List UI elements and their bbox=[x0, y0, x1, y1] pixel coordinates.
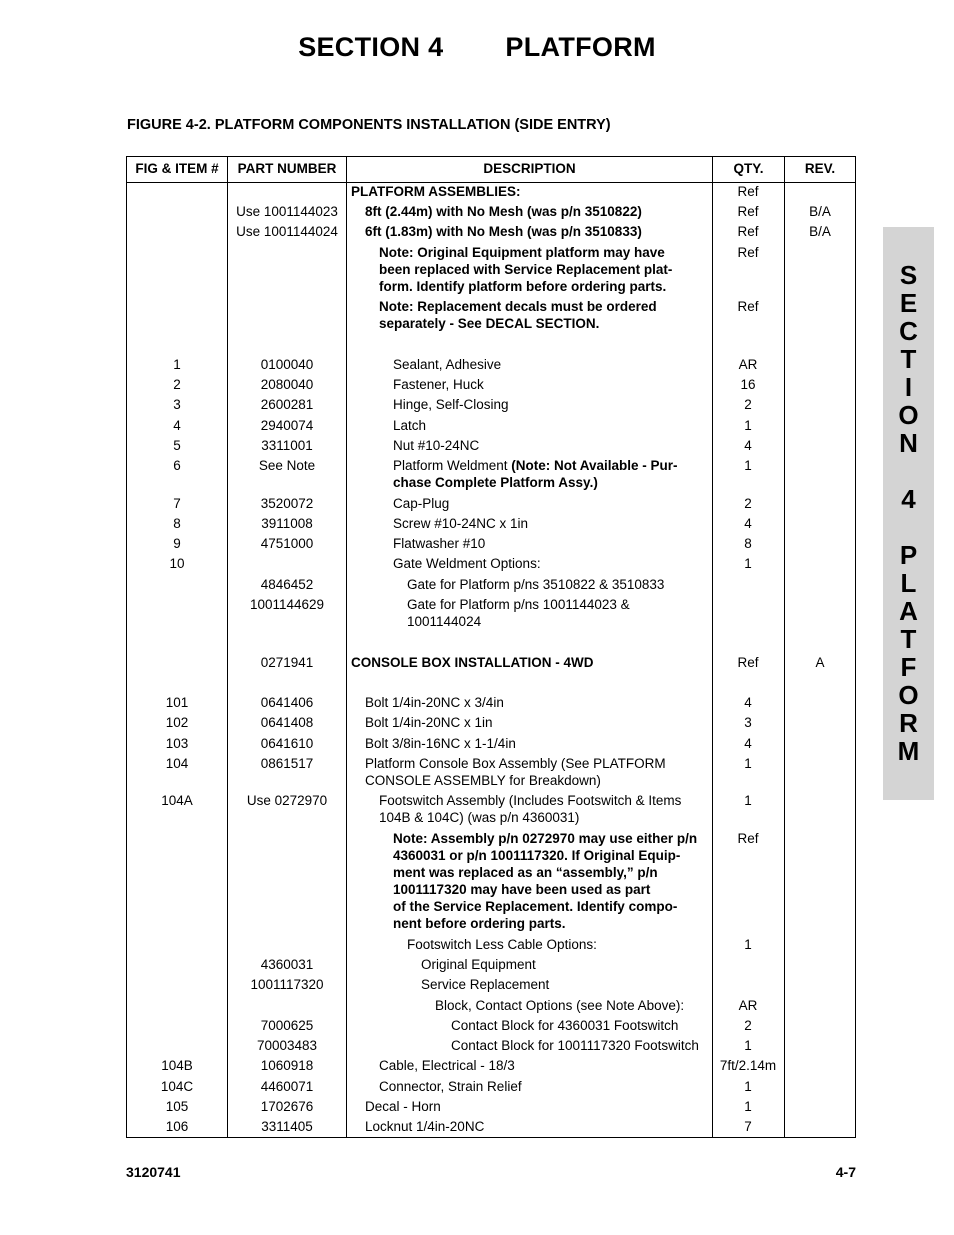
section-tab-letter: I bbox=[904, 372, 913, 402]
part-number-cell: Use 1001144023 bbox=[236, 204, 338, 219]
qty-cell: 1 bbox=[744, 937, 752, 952]
section-tab-label bbox=[883, 261, 934, 765]
qty-cell: 1 bbox=[744, 793, 752, 808]
rev-cell: B/A bbox=[809, 224, 831, 239]
description-cell: Platform Console Box Assembly (See PLATFORM CONSOLE ASSEMBLY for Breakdown) bbox=[365, 756, 666, 788]
description-cell: Note: Replacement decals must be ordered separately - See DECAL SECTION. bbox=[379, 299, 657, 331]
description-cell: Hinge, Self-Closing bbox=[393, 397, 509, 412]
description-cell: Nut #10-24NC bbox=[393, 438, 480, 453]
fig-item-cell: 1 bbox=[173, 357, 181, 372]
qty-cell: 16 bbox=[740, 377, 756, 392]
qty-cell: 7 bbox=[744, 1119, 752, 1134]
part-number-cell: 3520072 bbox=[260, 496, 314, 511]
part-number-cell: 0641408 bbox=[260, 715, 314, 730]
fig-item-cell: 10 bbox=[169, 556, 185, 571]
description-cell: 6ft (1.83m) with No Mesh (was p/n 3510833) bbox=[365, 224, 642, 239]
description-cell: Locknut 1/4in-20NC bbox=[365, 1119, 485, 1134]
description-cell: Footswitch Assembly (Includes Footswitch & Items 104B & 104C) (was p/n 4360031) bbox=[379, 793, 682, 825]
part-number-cell: Use 0272970 bbox=[246, 793, 328, 808]
qty-cell: 2 bbox=[744, 1018, 752, 1033]
fig-item-cell: 102 bbox=[165, 715, 189, 730]
qty-cell: 1 bbox=[744, 458, 752, 473]
part-number-cell: 1001117320 bbox=[250, 977, 324, 992]
fig-item-cell: 101 bbox=[165, 695, 189, 710]
description-cell: Contact Block for 1001117320 Footswitch bbox=[451, 1038, 699, 1053]
section-tab-letter: S bbox=[899, 260, 918, 290]
section-tab-letter: O bbox=[898, 400, 919, 430]
qty-cell: 1 bbox=[744, 1099, 752, 1114]
qty-cell: 4 bbox=[744, 736, 752, 751]
fig-item-cell: 104 bbox=[165, 756, 189, 771]
header-qty: QTY. bbox=[733, 161, 764, 176]
header-rev: REV. bbox=[804, 161, 836, 176]
part-number-cell: 4846452 bbox=[260, 577, 314, 592]
part-number-cell: 3911008 bbox=[261, 516, 313, 531]
page-number: 4-7 bbox=[835, 1164, 856, 1180]
qty-cell: 1 bbox=[744, 1038, 752, 1053]
fig-item-cell: 104B bbox=[161, 1058, 193, 1073]
fig-item-cell: 4 bbox=[173, 418, 181, 433]
description-cell: Bolt 1/4in-20NC x 1in bbox=[365, 715, 493, 730]
description-cell: Service Replacement bbox=[421, 977, 550, 992]
section-tab-letter bbox=[883, 457, 934, 485]
fig-item-cell: 6 bbox=[173, 458, 181, 473]
description-cell: Latch bbox=[393, 418, 427, 433]
qty-cell: AR bbox=[738, 357, 758, 372]
qty-cell: 2 bbox=[744, 397, 752, 412]
document-number: 3120741 bbox=[126, 1164, 181, 1180]
description-note: (Note: Not Available - Pur- chase Complete Platform Assy.) bbox=[393, 458, 678, 490]
section-tab-letter: C bbox=[899, 316, 918, 346]
qty-cell: Ref bbox=[737, 831, 759, 846]
header-fig: FIG & ITEM # bbox=[135, 161, 219, 176]
description-cell: Screw #10-24NC x 1in bbox=[393, 516, 529, 531]
qty-cell: Ref bbox=[737, 299, 759, 314]
part-number-cell: 1060918 bbox=[260, 1058, 314, 1073]
section-tab-letter: M bbox=[897, 736, 920, 766]
description-cell: Note: Original Equipment platform may have been replaced with Service Replacement plat- form. Identify platform before ordering parts. bbox=[379, 245, 673, 294]
section-name: PLATFORM bbox=[505, 32, 656, 62]
part-number-cell: 2940074 bbox=[260, 418, 314, 433]
part-number-cell: 4460071 bbox=[260, 1079, 314, 1094]
qty-cell: Ref bbox=[737, 224, 759, 239]
description-cell: Decal - Horn bbox=[365, 1099, 441, 1114]
qty-cell: Ref bbox=[737, 655, 759, 670]
description-cell: Original Equipment bbox=[421, 957, 536, 972]
qty-cell: 2 bbox=[744, 496, 752, 511]
part-number-cell: 2600281 bbox=[260, 397, 314, 412]
description-cell: Note: Assembly p/n 0272970 may use either p/n 4360031 or p/n 1001117320. If Original Equip- ment was replaced as an “assembly,” p/n 1001117320 may have been used as part of the Service Replacement. Identify compo- nent before ordering parts. bbox=[393, 831, 698, 931]
description-cell: 8ft (2.44m) with No Mesh (was p/n 3510822) bbox=[365, 204, 642, 219]
part-number-cell: 0271941 bbox=[260, 655, 314, 670]
fig-item-cell: 7 bbox=[173, 496, 181, 511]
qty-cell: 4 bbox=[744, 695, 752, 710]
qty-cell: Ref bbox=[737, 204, 759, 219]
part-number-cell: 3311001 bbox=[261, 438, 313, 453]
description-cell: Gate for Platform p/ns 1001144023 & 1001144024 bbox=[407, 597, 630, 629]
description-cell: Cap-Plug bbox=[393, 496, 450, 511]
description-cell: Bolt 3/8in-16NC x 1-1/4in bbox=[365, 736, 516, 751]
page-title bbox=[0, 32, 954, 63]
part-number-cell: 0641406 bbox=[260, 695, 314, 710]
part-number-cell: 0100040 bbox=[260, 357, 314, 372]
description-cell: CONSOLE BOX INSTALLATION - 4WD bbox=[351, 655, 594, 670]
section-tab-letter: 4 bbox=[901, 484, 916, 514]
rev-cell: A bbox=[815, 655, 825, 670]
section-tab-letter: N bbox=[899, 428, 918, 458]
part-number-cell: 0641610 bbox=[260, 736, 314, 751]
part-number-cell: 2080040 bbox=[260, 377, 314, 392]
part-number-cell: 0861517 bbox=[260, 756, 314, 771]
section-tab-letter: R bbox=[899, 708, 918, 738]
part-number-cell: 4751000 bbox=[260, 536, 314, 551]
qty-cell: Ref bbox=[737, 184, 759, 199]
description-cell: Gate Weldment Options: bbox=[393, 556, 541, 571]
section-tab-letter: E bbox=[899, 288, 918, 318]
fig-item-cell: 2 bbox=[173, 377, 181, 392]
fig-item-cell: 105 bbox=[165, 1099, 189, 1114]
description-cell: Fastener, Huck bbox=[393, 377, 484, 392]
qty-cell: 4 bbox=[744, 438, 752, 453]
part-number-cell: 7000625 bbox=[260, 1018, 314, 1033]
column-divider bbox=[784, 157, 785, 1137]
fig-item-cell: 3 bbox=[173, 397, 181, 412]
fig-item-cell: 106 bbox=[165, 1119, 189, 1134]
part-number-cell: See Note bbox=[258, 458, 316, 473]
description-cell: Bolt 1/4in-20NC x 3/4in bbox=[365, 695, 504, 710]
figure-title: FIGURE 4-2. PLATFORM COMPONENTS INSTALLATION (SIDE ENTRY) bbox=[127, 117, 611, 133]
description-cell: Sealant, Adhesive bbox=[393, 357, 502, 372]
fig-item-cell: 103 bbox=[165, 736, 189, 751]
description-cell: Gate for Platform p/ns 3510822 & 3510833 bbox=[407, 577, 665, 592]
part-number-cell: 1001144629 bbox=[249, 597, 325, 612]
qty-cell: 1 bbox=[744, 556, 752, 571]
section-tab-letter: F bbox=[900, 652, 917, 682]
description-cell: Cable, Electrical - 18/3 bbox=[379, 1058, 515, 1073]
column-divider bbox=[346, 157, 347, 1137]
header-description: DESCRIPTION bbox=[483, 161, 576, 176]
part-number-cell: 1702676 bbox=[260, 1099, 314, 1114]
description-cell: Platform Weldment (Note: Not Available - Pur- chase Complete Platform Assy.) bbox=[393, 458, 678, 490]
qty-cell: 8 bbox=[744, 536, 752, 551]
fig-item-cell: 5 bbox=[173, 438, 181, 453]
description-cell: Block, Contact Options (see Note Above): bbox=[435, 998, 685, 1013]
fig-item-cell: 104A bbox=[161, 793, 193, 808]
part-number-cell: Use 1001144024 bbox=[236, 224, 338, 239]
header-part-number: PART NUMBER bbox=[237, 161, 337, 176]
description-cell: Footswitch Less Cable Options: bbox=[407, 937, 597, 952]
section-tab bbox=[883, 227, 934, 800]
qty-cell: AR bbox=[738, 998, 758, 1013]
section-label: SECTION 4 bbox=[298, 32, 444, 62]
qty-cell: 1 bbox=[744, 756, 752, 771]
qty-cell: 4 bbox=[744, 516, 752, 531]
description-cell: Contact Block for 4360031 Footswitch bbox=[451, 1018, 679, 1033]
part-number-cell: 70003483 bbox=[256, 1038, 318, 1053]
fig-item-cell: 8 bbox=[173, 516, 181, 531]
qty-cell: 7ft/2.14m bbox=[719, 1058, 777, 1073]
description-cell: PLATFORM ASSEMBLIES: bbox=[351, 184, 521, 199]
part-number-cell: 3311405 bbox=[261, 1119, 313, 1134]
qty-cell: Ref bbox=[737, 245, 759, 260]
section-tab-letter: P bbox=[899, 540, 918, 570]
section-tab-letter bbox=[883, 513, 934, 541]
fig-item-cell: 104C bbox=[160, 1079, 194, 1094]
section-tab-letter: T bbox=[900, 624, 917, 654]
qty-cell: 1 bbox=[744, 418, 752, 433]
part-number-cell: 4360031 bbox=[260, 957, 314, 972]
description-cell: Connector, Strain Relief bbox=[379, 1079, 522, 1094]
qty-cell: 3 bbox=[744, 715, 752, 730]
section-tab-letter: O bbox=[898, 680, 919, 710]
qty-cell: 1 bbox=[744, 1079, 752, 1094]
rev-cell: B/A bbox=[809, 204, 831, 219]
parts-table bbox=[126, 156, 856, 1138]
section-tab-letter: T bbox=[900, 344, 917, 374]
description-cell: Flatwasher #10 bbox=[393, 536, 486, 551]
section-tab-letter: A bbox=[899, 596, 918, 626]
fig-item-cell: 9 bbox=[173, 536, 181, 551]
section-tab-letter: L bbox=[900, 568, 917, 598]
